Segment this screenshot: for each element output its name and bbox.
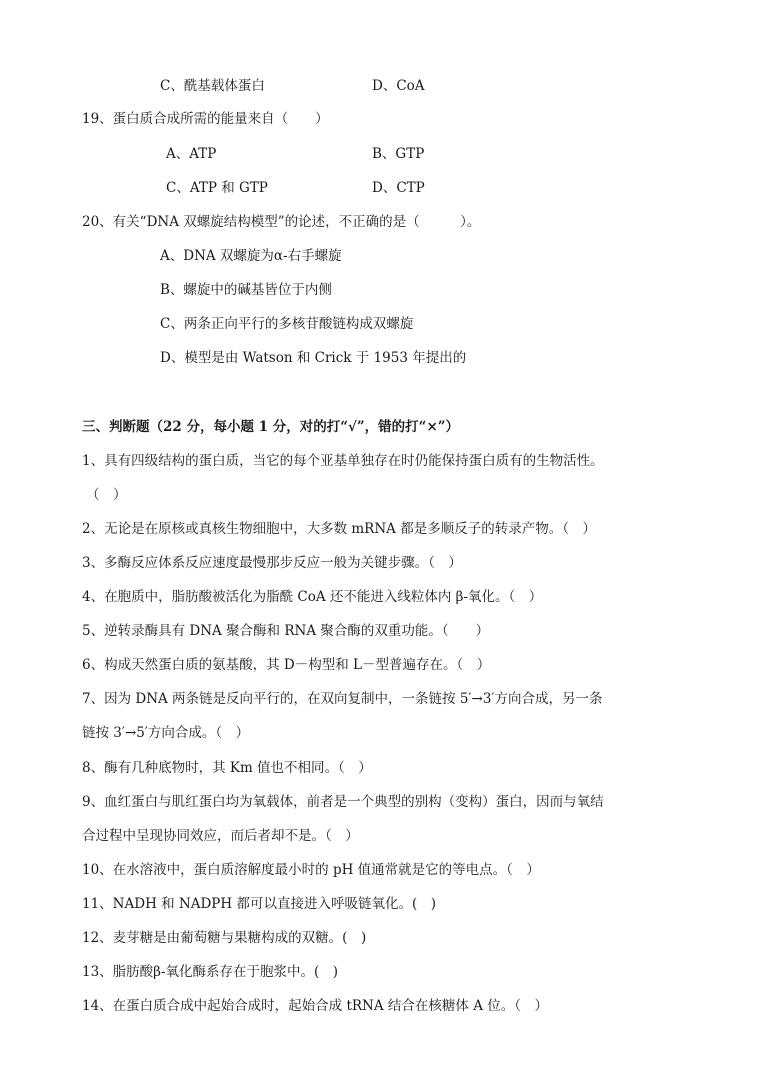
tf-item-1: 1、具有四级结构的蛋白质，当它的每个亚基单独存在时仍能保持蛋白质有的生物活性。	[82, 453, 604, 469]
q19-option-a: A、ATP	[166, 146, 217, 162]
tf-item-8: 8、酶有几种底物时，其 Km 值也不相同。（ ）	[82, 760, 372, 776]
tf-item-3: 3、多酶反应体系反应速度最慢那步反应一般为关键步骤。（ ）	[82, 555, 462, 571]
q19-question: 19、蛋白质合成所需的能量来自（ ）	[82, 111, 329, 127]
tf-item-2: 2、无论是在原核或真核生物细胞中，大多数 mRNA 都是多顺反子的转录产物。（ ）	[82, 521, 596, 537]
q20-option-a: A、DNA 双螺旋为α-右手螺旋	[160, 248, 342, 264]
tf-item-9-line1: 9、血红蛋白与肌红蛋白均为氧载体，前者是一个典型的别构（变构）蛋白，因而与氧结	[82, 794, 604, 810]
q18-option-d: D、CoA	[372, 78, 425, 94]
section3-heading: 三、判断题（22 分，每小题 1 分，对的打“√”，错的打“×”）	[82, 419, 460, 435]
tf-item-5: 5、逆转录酶具有 DNA 聚合酶和 RNA 聚合酶的双重功能。（ ）	[82, 623, 490, 639]
tf-item-6: 6、构成天然蛋白质的氨基酸，其 D－构型和 L－型普遍存在。（ ）	[82, 657, 491, 673]
tf-item-11: 11、NADH 和 NADPH 都可以直接进入呼吸链氧化。( )	[82, 896, 436, 912]
q19-option-d: D、CTP	[372, 180, 425, 196]
tf-item-14: 14、在蛋白质合成中起始合成时，起始合成 tRNA 结合在核糖体 A 位。（ ）	[82, 998, 548, 1014]
tf-item-9-line2: 合过程中呈现协同效应，而后者却不是。（ ）	[82, 828, 359, 844]
q20-question: 20、有关“DNA 双螺旋结构模型”的论述，不正确的是（ ）。	[82, 214, 481, 230]
q20-option-b: B、螺旋中的碱基皆位于内侧	[160, 282, 332, 298]
tf-item-1-answer-blank: （ ）	[86, 487, 127, 503]
q20-option-c: C、两条正向平行的多核苷酸链构成双螺旋	[160, 316, 414, 332]
tf-item-13: 13、脂肪酸β-氧化酶系存在于胞浆中。( )	[82, 964, 339, 980]
q19-option-b: B、GTP	[372, 146, 425, 162]
q18-option-c: C、酰基载体蛋白	[160, 78, 265, 94]
tf-item-4: 4、在胞质中，脂肪酸被活化为脂酰 CoA 还不能进入线粒体内 β-氧化。（ ）	[82, 589, 543, 605]
q20-option-d: D、模型是由 Watson 和 Crick 于 1953 年提出的	[160, 350, 467, 366]
tf-item-12: 12、麦芽糖是由葡萄糖与果糖构成的双糖。( )	[82, 930, 367, 946]
q19-option-c: C、ATP 和 GTP	[166, 180, 268, 196]
tf-item-7-line2: 链按 3′→5′方向合成。（ ）	[82, 725, 250, 741]
tf-item-7-line1: 7、因为 DNA 两条链是反向平行的，在双向复制中，一条链按 5′→3′方向合成，另一条	[82, 691, 603, 707]
tf-item-10: 10、在水溶液中，蛋白质溶解度最小时的 pH 值通常就是它的等电点。（ ）	[82, 862, 540, 878]
